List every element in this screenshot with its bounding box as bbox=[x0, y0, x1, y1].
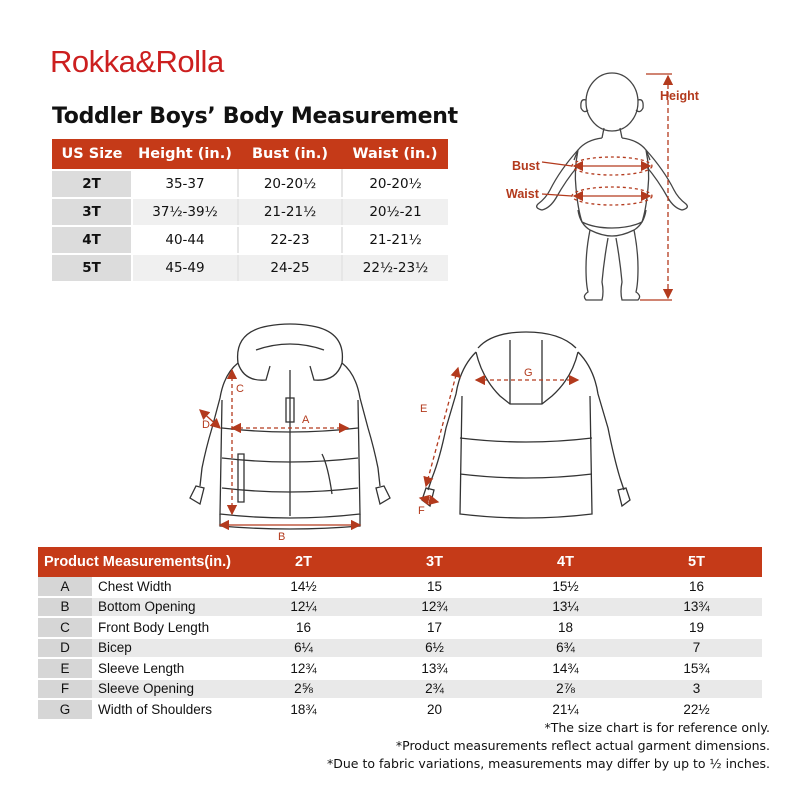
size-cell: 3T bbox=[52, 198, 132, 226]
body-measurement-table bbox=[52, 139, 448, 283]
waist-cell: 21-21½ bbox=[342, 226, 448, 254]
bust-cell: 20-20½ bbox=[238, 170, 342, 198]
header-product-measurements: Product Measurements(in.) bbox=[44, 554, 231, 570]
jacket-back-diagram bbox=[400, 318, 650, 528]
table-row bbox=[38, 577, 762, 597]
header-bust: Bust (in.) bbox=[251, 146, 329, 162]
label-a: A bbox=[302, 414, 310, 426]
value-cell: 13¾ bbox=[369, 658, 500, 679]
value-cell: 15¾ bbox=[631, 658, 762, 679]
footnotes bbox=[327, 719, 770, 773]
header-height: Height (in.) bbox=[138, 146, 232, 162]
jacket-front-outline bbox=[190, 324, 390, 529]
measurement-name: Front Body Length bbox=[92, 617, 238, 638]
value-cell: 19 bbox=[631, 617, 762, 638]
code-cell: D bbox=[38, 638, 92, 659]
code-cell: G bbox=[38, 699, 92, 720]
body-measurement-title: Toddler Boys’ Body Measurement bbox=[52, 104, 458, 129]
value-cell: 16 bbox=[631, 577, 762, 597]
waist-label: Waist bbox=[506, 187, 539, 201]
value-cell: 14¾ bbox=[500, 658, 631, 679]
code-cell: A bbox=[38, 577, 92, 597]
label-f: F bbox=[418, 505, 425, 517]
code-cell: E bbox=[38, 658, 92, 679]
header-waist: Waist (in.) bbox=[352, 146, 438, 162]
value-cell: 15 bbox=[369, 577, 500, 597]
header-size-4t: 4T bbox=[557, 554, 574, 570]
value-cell: 22½ bbox=[631, 699, 762, 720]
height-label: Height bbox=[660, 89, 699, 103]
label-g: G bbox=[524, 367, 533, 379]
footnote: *The size chart is for reference only. bbox=[544, 720, 770, 735]
table-row bbox=[38, 617, 762, 638]
value-cell: 7 bbox=[631, 638, 762, 659]
size-cell: 5T bbox=[52, 254, 132, 282]
value-cell: 6¾ bbox=[500, 638, 631, 659]
table-row bbox=[38, 638, 762, 659]
value-cell: 21¼ bbox=[500, 699, 631, 720]
bust-cell: 21-21½ bbox=[238, 198, 342, 226]
label-d: D bbox=[202, 419, 210, 431]
body-table-header bbox=[52, 139, 448, 170]
footnote: *Product measurements reflect actual garment dimensions. bbox=[395, 738, 770, 753]
table-row bbox=[38, 699, 762, 720]
table-row bbox=[52, 226, 448, 254]
header-size-3t: 3T bbox=[426, 554, 443, 570]
value-cell: 15½ bbox=[500, 577, 631, 597]
measurement-name: Sleeve Length bbox=[92, 658, 238, 679]
header-us-size: US Size bbox=[61, 146, 123, 162]
waist-cell: 22½-23½ bbox=[342, 254, 448, 282]
measurement-name: Width of Shoulders bbox=[92, 699, 238, 720]
value-cell: 12¼ bbox=[238, 597, 369, 618]
measurement-name: Bicep bbox=[92, 638, 238, 659]
product-measurement-table bbox=[38, 547, 762, 721]
height-cell: 40-44 bbox=[132, 226, 238, 254]
measurement-name: Sleeve Opening bbox=[92, 679, 238, 700]
table-row bbox=[52, 198, 448, 226]
table-row bbox=[38, 597, 762, 618]
header-size-5t: 5T bbox=[688, 554, 705, 570]
header-size-2t: 2T bbox=[295, 554, 312, 570]
measurement-name: Chest Width bbox=[92, 577, 238, 597]
toddler-body-diagram bbox=[490, 70, 740, 310]
value-cell: 3 bbox=[631, 679, 762, 700]
value-cell: 13¼ bbox=[500, 597, 631, 618]
waist-cell: 20½-21 bbox=[342, 198, 448, 226]
size-cell: 4T bbox=[52, 226, 132, 254]
height-cell: 35-37 bbox=[132, 170, 238, 198]
value-cell: 17 bbox=[369, 617, 500, 638]
value-cell: 13¾ bbox=[631, 597, 762, 618]
waist-cell: 20-20½ bbox=[342, 170, 448, 198]
value-cell: 2⅝ bbox=[238, 679, 369, 700]
value-cell: 12¾ bbox=[238, 658, 369, 679]
code-cell: F bbox=[38, 679, 92, 700]
label-b: B bbox=[278, 531, 286, 543]
value-cell: 16 bbox=[238, 617, 369, 638]
table-row bbox=[38, 679, 762, 700]
table-row bbox=[52, 170, 448, 198]
bust-cell: 22-23 bbox=[238, 226, 342, 254]
height-cell: 45-49 bbox=[132, 254, 238, 282]
value-cell: 20 bbox=[369, 699, 500, 720]
code-cell: C bbox=[38, 617, 92, 638]
table-row bbox=[52, 254, 448, 282]
jacket-front-diagram bbox=[160, 318, 415, 546]
value-cell: 2¾ bbox=[369, 679, 500, 700]
height-cell: 37½-39½ bbox=[132, 198, 238, 226]
bust-label: Bust bbox=[512, 159, 540, 173]
table-row bbox=[38, 658, 762, 679]
label-c: C bbox=[236, 383, 244, 395]
jacket-back-outline bbox=[422, 332, 630, 518]
value-cell: 18 bbox=[500, 617, 631, 638]
product-table-header bbox=[38, 547, 762, 577]
value-cell: 18¾ bbox=[238, 699, 369, 720]
value-cell: 6¼ bbox=[238, 638, 369, 659]
value-cell: 14½ bbox=[238, 577, 369, 597]
value-cell: 6½ bbox=[369, 638, 500, 659]
measurement-name: Bottom Opening bbox=[92, 597, 238, 618]
brand-logo: Rokka&Rolla bbox=[50, 44, 224, 79]
label-e: E bbox=[420, 403, 428, 415]
bust-cell: 24-25 bbox=[238, 254, 342, 282]
size-cell: 2T bbox=[52, 170, 132, 198]
code-cell: B bbox=[38, 597, 92, 618]
value-cell: 12¾ bbox=[369, 597, 500, 618]
value-cell: 2⅞ bbox=[500, 679, 631, 700]
footnote: *Due to fabric variations, measurements may differ by up to ½ inches. bbox=[326, 756, 770, 771]
